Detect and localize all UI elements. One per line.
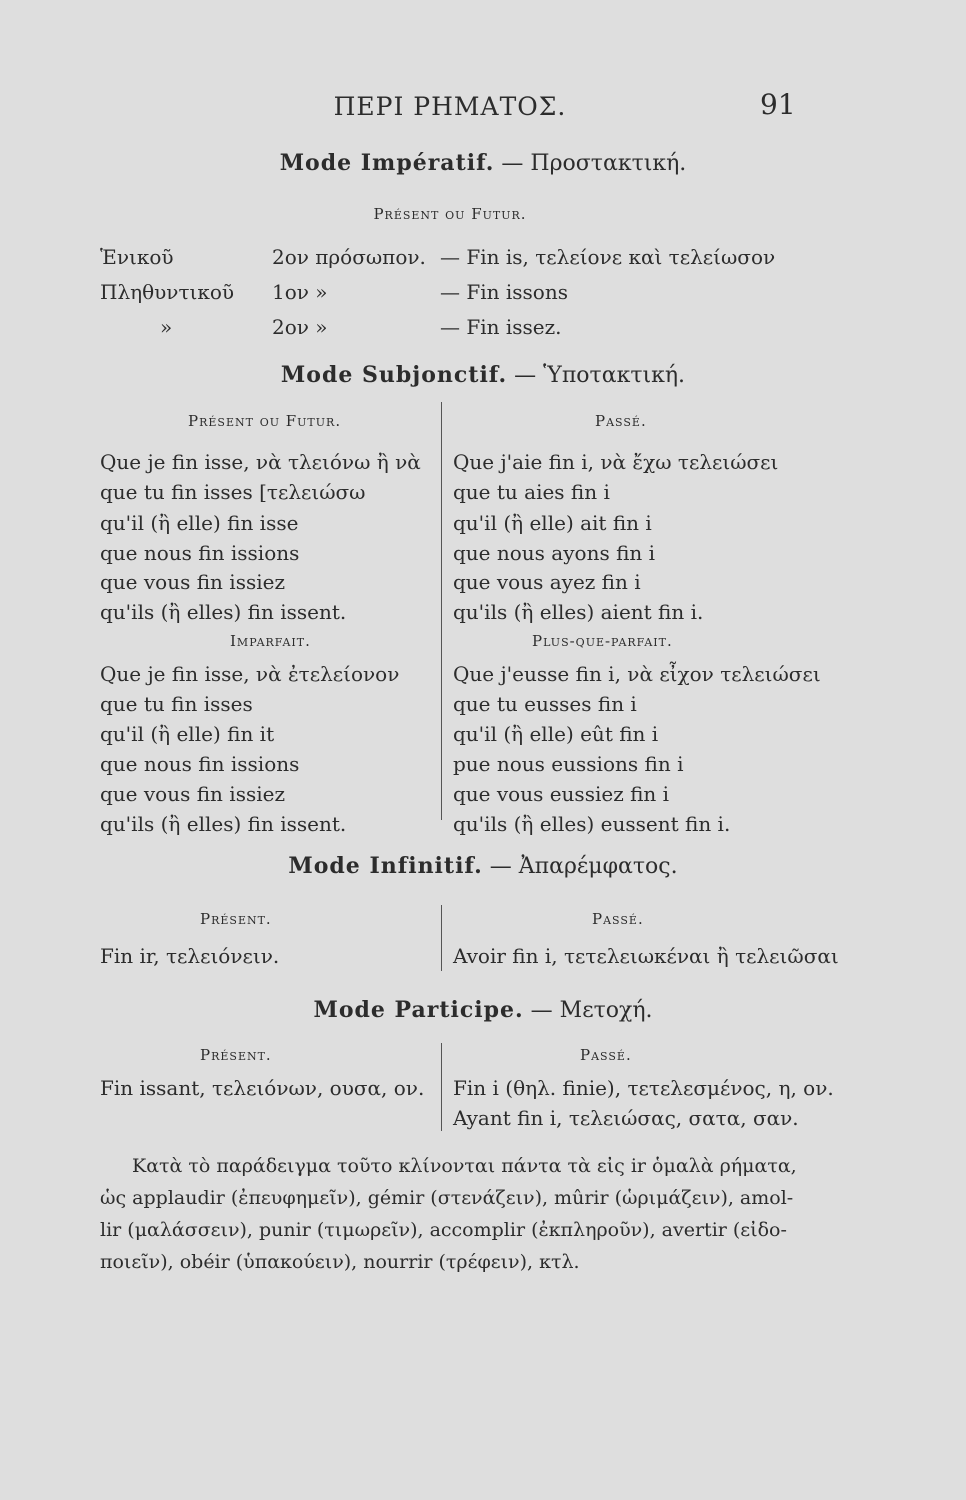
imperatif-title xyxy=(0,150,966,176)
closing-paragraph xyxy=(100,1150,800,1278)
infinitif-right-head: Passé. xyxy=(592,910,644,928)
imperatif-row-form: — Fin issez. xyxy=(440,315,562,339)
subjonctif-right-line: Que j'aie fin i, νὰ ἔχω τελειώσει xyxy=(453,450,779,474)
infinitif-title-gr: — Ἀπαρέμφατος. xyxy=(489,854,678,879)
infinitif-right-line: Avoir fin i, τετελειωκέναι ἢ τελειῶσαι xyxy=(453,944,839,968)
infinitif-title xyxy=(0,853,966,879)
subjonctif-left-line: qu'il (ἢ elle) fin isse xyxy=(100,511,299,535)
infinitif-title-fr: Mode Infinitif. xyxy=(288,853,483,879)
imperatif-row-label: Πληθυντικοῦ xyxy=(100,280,235,304)
subjonctif-left-line: que vous fin issiez xyxy=(100,570,285,594)
subjonctif-right-line: qu'il (ἢ elle) ait fin i xyxy=(453,511,652,535)
participe-right-line: Ayant fin i, τελειώσας, σατα, σαν. xyxy=(453,1106,799,1130)
subjonctif-left-line2: que nous fin issions xyxy=(100,752,300,776)
column-divider xyxy=(441,905,442,971)
subjonctif-left-head2: Imparfait. xyxy=(230,632,311,650)
subjonctif-right-line: que tu aies fin i xyxy=(453,480,610,504)
infinitif-left-line: Fin ir, τελειόνειν. xyxy=(100,944,280,968)
subjonctif-title xyxy=(0,362,966,388)
subjonctif-left-line: que nous fin issions xyxy=(100,541,300,565)
subjonctif-right-head: Passé. xyxy=(595,412,647,430)
subjonctif-right-line2: pue nous eussions fin i xyxy=(453,752,684,776)
subjonctif-left-line: Que je fin isse, νὰ τλειόνω ἢ νὰ xyxy=(100,450,421,474)
participe-right-line: Fin i (θηλ. finie), τετελεσμένος, η, ον. xyxy=(453,1076,834,1100)
subjonctif-right-line2: Que j'eusse fin i, νὰ εἶχον τελειώσει xyxy=(453,662,821,686)
imperatif-row-person: 2ον πρόσωπον. xyxy=(272,245,426,269)
imperatif-row-person: 2ον » xyxy=(272,315,328,339)
subjonctif-right-line2: qu'il (ἢ elle) eût fin i xyxy=(453,722,659,746)
subjonctif-right-line: qu'ils (ἢ elles) aient fin i. xyxy=(453,600,704,624)
subjonctif-left-line2: qu'il (ἢ elle) fin it xyxy=(100,722,275,746)
imperatif-subheading: Présent ou Futur. xyxy=(373,205,527,223)
paragraph-line: ὡς applaudir (ἐπευφημεῖν), gémir (στενάζειν), mûrir (ὡριμάζειν), amol- xyxy=(100,1187,794,1209)
subjonctif-left-line: qu'ils (ἢ elles) fin issent. xyxy=(100,600,347,624)
imperatif-title-fr: Mode Impératif. xyxy=(279,150,495,176)
imperatif-row-form: — Fin is, τελείονε καὶ τελείωσον xyxy=(440,245,776,269)
subjonctif-right-line: que nous ayons fin i xyxy=(453,541,656,565)
column-divider xyxy=(441,402,442,820)
subjonctif-left-line2: qu'ils (ἢ elles) fin issent. xyxy=(100,812,347,836)
subjonctif-title-gr: — Ὑποτακτική. xyxy=(514,363,686,388)
participe-left-head: Présent. xyxy=(200,1046,272,1064)
imperatif-row-person: 1ον » xyxy=(272,280,328,304)
subjonctif-left-line2: que tu fin isses xyxy=(100,692,253,716)
paragraph-line: Κατὰ τὸ παράδειγμα τοῦτο κλίνονται πάντα τὰ εἰς ir ὁμαλὰ ρήματα, xyxy=(132,1155,797,1177)
subjonctif-right-line2: qu'ils (ἢ elles) eussent fin i. xyxy=(453,812,731,836)
subjonctif-title-fr: Mode Subjonctif. xyxy=(280,362,508,388)
subjonctif-right-line2: que tu eusses fin i xyxy=(453,692,637,716)
running-header: ΠΕΡΙ ΡΗΜΑΤΟΣ. xyxy=(333,92,567,121)
participe-right-head: Passé. xyxy=(580,1046,632,1064)
imperatif-row-label: Ἑνικοῦ xyxy=(100,245,174,269)
subjonctif-left-head: Présent ou Futur. xyxy=(188,412,342,430)
paragraph-line: lir (μαλάσσειν), punir (τιμωρεῖν), accomplir (ἐκπληροῦν), avertir (εἰδο- xyxy=(100,1219,787,1241)
imperatif-title-gr: — Προστακτική. xyxy=(501,151,687,176)
subjonctif-left-line: que tu fin isses [τελειώσω xyxy=(100,480,366,504)
infinitif-left-head: Présent. xyxy=(200,910,272,928)
participe-title-fr: Mode Participe. xyxy=(313,997,524,1023)
subjonctif-right-head2: Plus-que-parfait. xyxy=(532,632,673,650)
subjonctif-right-line2: que vous eussiez fin i xyxy=(453,782,670,806)
participe-title xyxy=(0,997,966,1023)
subjonctif-left-line2: Que je fin isse, νὰ ἐτελείονον xyxy=(100,662,400,686)
participe-title-gr: — Μετοχή. xyxy=(530,998,653,1023)
subjonctif-right-line: que vous ayez fin i xyxy=(453,570,641,594)
imperatif-row-form: — Fin issons xyxy=(440,280,568,304)
page-number: 91 xyxy=(760,88,796,121)
paragraph-line: ποιεῖν), obéir (ὑπακούειν), nourrir (τρέφειν), κτλ. xyxy=(100,1251,580,1273)
subjonctif-left-line2: que vous fin issiez xyxy=(100,782,285,806)
imperatif-row-label: » xyxy=(160,315,173,339)
participe-left-line: Fin issant, τελειόνων, ουσα, ον. xyxy=(100,1076,425,1100)
column-divider xyxy=(441,1043,442,1131)
